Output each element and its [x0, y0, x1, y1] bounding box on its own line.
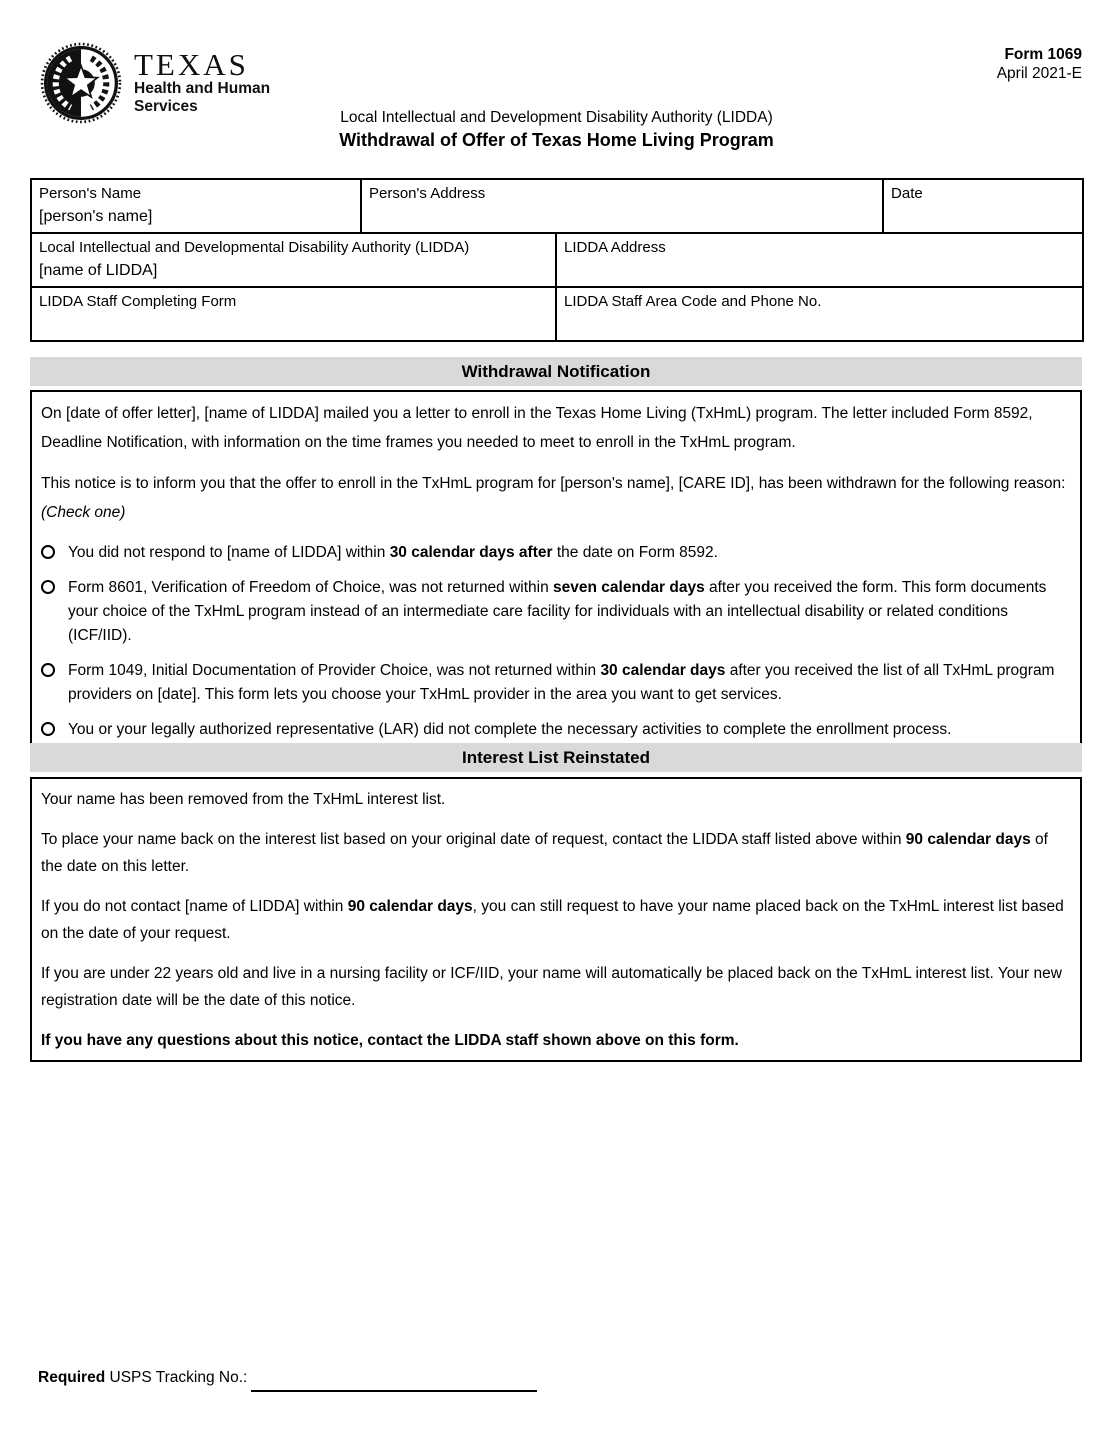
date-label: Date — [891, 185, 923, 202]
lidda-address-field[interactable] — [564, 262, 1075, 282]
persons-name-field[interactable]: [person's name] — [39, 208, 153, 225]
logo-dept-line2: Services — [134, 98, 198, 115]
table-row — [31, 287, 1083, 341]
form-number: Form 1069 — [1004, 46, 1082, 63]
form-subtitle: Local Intellectual and Development Disability Authority (LIDDA) — [340, 109, 773, 126]
radio-incomplete-activities-icon[interactable] — [41, 722, 55, 736]
lidda-address-cell — [556, 233, 1083, 287]
persons-address-field[interactable] — [369, 208, 875, 228]
reason-option-4-text: You or your legally authorized representative (LAR) did not complete the necessary activities to complete the enrollment process. — [68, 721, 952, 738]
interest-paragraph-2: To place your name back on the interest list based on your original date of request, contact the LIDDA staff listed above within 90 calendar days of the date on this letter. — [41, 831, 1048, 875]
logo-dept-line1: Health and Human — [134, 80, 271, 97]
persons-address-label: Person's Address — [369, 185, 486, 202]
form-revision-date: April 2021-E — [996, 65, 1082, 82]
interest-paragraph-1: Your name has been removed from the TxHmL interest list. — [41, 791, 446, 808]
person-info-table — [30, 178, 1084, 342]
interest-section-body — [30, 777, 1082, 1062]
radio-no-response-icon[interactable] — [41, 545, 55, 559]
date-field[interactable] — [891, 208, 1075, 228]
staff-name-field[interactable] — [39, 316, 548, 336]
withdrawal-paragraph-2: This notice is to inform you that the offer to enroll in the TxHmL program for [person's name], [CARE ID], has been withdrawn for the following reason: (Check one) — [41, 475, 1066, 521]
reason-option-2 — [41, 576, 1071, 648]
interest-paragraph-3: If you do not contact [name of LIDDA] within 90 calendar days, you can still request to have your name placed back on the TxHmL interest list based on the date of your request. — [41, 898, 1064, 942]
usps-tracking-label: Required USPS Tracking No.: — [38, 1369, 248, 1386]
page-title: Withdrawal of Offer of Texas Home Living Program — [339, 130, 774, 150]
persons-name-cell — [31, 179, 361, 233]
logo-wordmark — [134, 42, 270, 116]
logo-org-name: TEXAS — [134, 47, 249, 82]
staff-phone-label: LIDDA Staff Area Code and Phone No. — [564, 293, 822, 310]
form-id-block — [997, 45, 1082, 83]
withdrawal-reason-options — [41, 541, 1071, 742]
usps-tracking-row — [38, 1368, 537, 1388]
persons-name-label: Person's Name — [39, 185, 142, 202]
lidda-name-label: Local Intellectual and Developmental Disability Authority (LIDDA) — [39, 239, 470, 256]
withdrawal-paragraph-1: On [date of offer letter], [name of LIDDA] mailed you a letter to enroll in the Texas Home Living (TxHmL) program. The letter included Form 8592, Deadline Notification, with information on the time frames you needed to meet to enroll in the TxHmL program. — [41, 405, 1033, 451]
reason-option-3 — [41, 659, 1071, 707]
reason-option-1 — [41, 541, 1071, 565]
interest-section-header: Interest List Reinstated — [30, 743, 1082, 772]
reason-option-4 — [41, 718, 1071, 742]
staff-name-cell — [31, 287, 556, 341]
staff-name-label: LIDDA Staff Completing Form — [39, 293, 237, 310]
table-row — [31, 179, 1083, 233]
reason-option-1-text: You did not respond to [name of LIDDA] within 30 calendar days after the date on Form 8592. — [68, 544, 718, 561]
table-row — [31, 233, 1083, 287]
persons-address-cell — [361, 179, 883, 233]
interest-paragraph-4: If you are under 22 years old and live in a nursing facility or ICF/IID, your name will automatically be placed back on the TxHmL interest list. Your new registration date will be the date of this notice. — [41, 965, 1062, 1009]
usps-tracking-input[interactable] — [251, 1390, 537, 1392]
lidda-name-cell — [31, 233, 556, 287]
date-cell — [883, 179, 1083, 233]
title-block — [0, 108, 1113, 152]
staff-phone-cell — [556, 287, 1083, 341]
lidda-name-field[interactable]: [name of LIDDA] — [39, 262, 158, 279]
withdrawal-section-header: Withdrawal Notification — [30, 357, 1082, 386]
reason-option-2-text: Form 8601, Verification of Freedom of Choice, was not returned within seven calendar days after you received the form. This form documents your choice of the TxHmL program instead of an intermediate care facility for individuals with an intellectual disability or related conditions (ICF/IID). — [68, 579, 1047, 644]
lidda-address-label: LIDDA Address — [564, 239, 666, 256]
withdrawal-section-body — [30, 390, 1082, 752]
radio-form-8601-icon[interactable] — [41, 580, 55, 594]
interest-paragraph-5: If you have any questions about this notice, contact the LIDDA staff shown above on this form. — [41, 1032, 739, 1049]
radio-form-1049-icon[interactable] — [41, 663, 55, 677]
staff-phone-field[interactable] — [564, 316, 1075, 336]
reason-option-3-text: Form 1049, Initial Documentation of Provider Choice, was not returned within 30 calendar days after you received the list of all TxHmL program providers on [date]. This form lets you choose your TxHmL provider in the area you want to get services. — [68, 662, 1055, 703]
